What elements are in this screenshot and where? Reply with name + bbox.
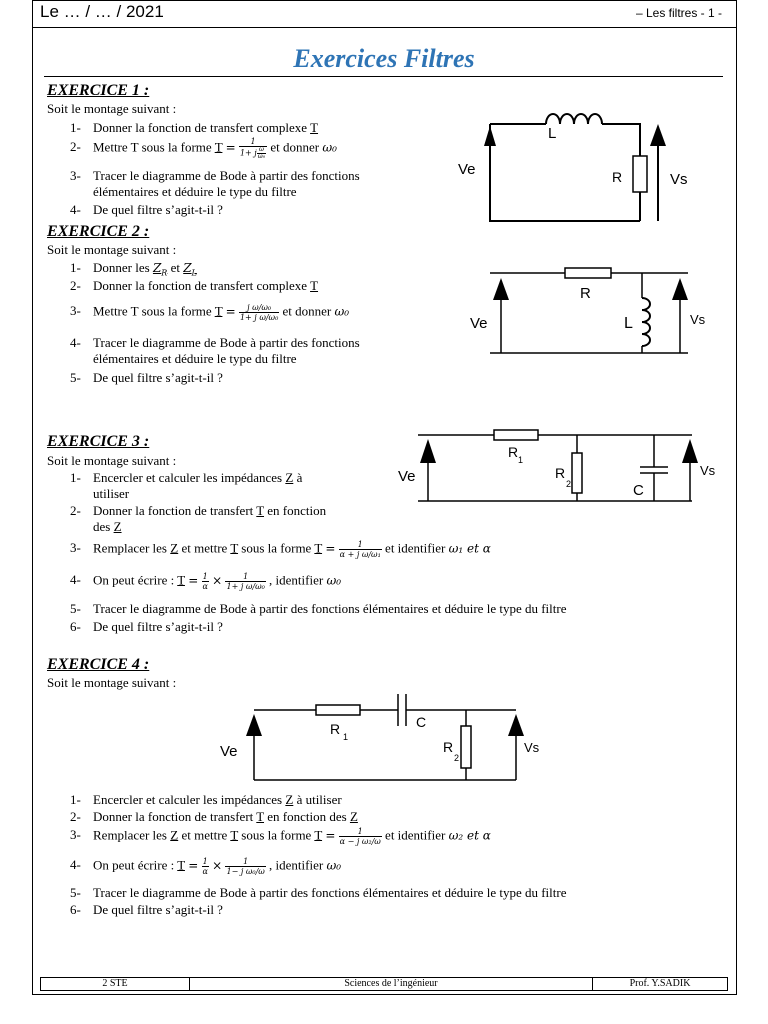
ex2-title: EXERCICE 2 : (47, 223, 150, 240)
ex3-item-2: 2- Donner la fonction de transfert T en fonction des Z (70, 503, 327, 534)
ex3-item-6: De quel filtre s’agit-t-il ? (93, 619, 223, 634)
ex3-num-5: 5- (70, 601, 92, 617)
footer-subject: Sciences de l’ingénieur (190, 978, 593, 990)
label-r2-sub: 2 (454, 753, 460, 763)
ex3-item-4: 4- On peut écrire : T = $\frac{1}{\alpha}$ × $\frac{1}{\text{1+ j ω/ω₀}}$ , identifier ω₀ (70, 572, 342, 591)
ex4-item-6: 6- De quel filtre s’agit-t-il ? (70, 902, 223, 917)
ex3-intro: Soit le montage suivant : (47, 453, 177, 468)
label-l: L (624, 315, 633, 332)
ex4-intro: Soit le montage suivant : (47, 675, 177, 690)
ex1-intro: Soit le montage suivant : (47, 101, 177, 116)
label-vs: Vs (670, 171, 688, 188)
label-ve: Ve (220, 743, 238, 760)
ex1-item-1: 1- Donner la fonction de transfert complexe T (70, 120, 319, 135)
label-r: R (580, 285, 591, 302)
ex2-rl-circuit (460, 258, 710, 368)
label-r1-sub: 1 (343, 732, 349, 742)
ex4-item-5: 5- Tracer le diagramme de Bode à partir des fonctions élémentaires et déduire le type du filtre (70, 885, 567, 900)
header-divider (32, 27, 737, 28)
footer-table (40, 977, 728, 991)
page-header-right: – Les filtres - 1 - (635, 6, 722, 20)
label-r1-sub: 1 (518, 455, 524, 465)
ex2-item-4: 4- Tracer le diagramme de Bode à partir des fonctions élémentaires et déduire le type du filtre (70, 335, 360, 366)
label-r2: R (555, 465, 566, 481)
title-divider (44, 76, 723, 77)
label-r1: R (508, 444, 519, 460)
date-header: Le … / … / 2021 (40, 2, 164, 21)
ex1-rl-circuit (440, 96, 715, 226)
ex4-item-4: 4- On peut écrire : T = $\frac{1}{\alpha}$ × $\frac{1}{\text{1− j ω₀/ω}}$ , identifier ω₀ (70, 857, 342, 876)
ex3-item-5: Tracer le diagramme de Bode à partir des fonctions élémentaires et déduire le type du filtre (93, 601, 567, 616)
ex2-intro: Soit le montage suivant : (47, 242, 177, 257)
ex3-rrc-circuit (390, 425, 720, 515)
page-title: Exercices Filtres (293, 44, 475, 73)
ex3-num-6: 6- (70, 619, 92, 635)
ex2-item-5: 5- De quel filtre s’agit-t-il ? (70, 370, 223, 385)
ex4-title: EXERCICE 4 : (47, 656, 150, 673)
footer-teacher: Prof. Y.SADIK (629, 978, 691, 989)
ex2-item-3: 3- Mettre T sous la forme T = $\frac{\text{j ω/ω₀}}{\text{1+ j ω/ω₀}}$ et donner ω₀ (70, 303, 350, 322)
ex2-item-1: 1- Donner les $Z_R$ et $Z_L$ (70, 260, 197, 278)
label-ve: Ve (458, 161, 476, 178)
ex1-item-3: 3- Tracer le diagramme de Bode à partir des fonctions élémentaires et déduire le type du filtre (70, 168, 360, 199)
ex1-title: EXERCICE 1 : (47, 82, 150, 99)
ex1-item-2: 2- Mettre T sous la forme T = 1 1+ j $\frac{\omega}{\text{ω₀}}$ et donner ω₀ (70, 137, 337, 160)
label-c: C (633, 482, 644, 499)
ex4-item-1: 1- Encercler et calculer les impédances Z à utiliser (70, 792, 342, 807)
label-vs: Vs (524, 740, 540, 755)
footer-class: 2 STE (41, 978, 190, 990)
ex3-item-1: 1- Encercler et calculer les impédances Z à utiliser (70, 470, 303, 501)
label-r2: R (443, 739, 454, 755)
ex3-item-3: 3- Remplacer les Z et mettre T sous la forme T = $\frac{1}{\text{α + j ω/ω₁}}$ et identifier ω₁ et α (70, 540, 491, 559)
label-l: L (548, 125, 557, 142)
label-ve: Ve (470, 315, 488, 332)
ex4-item-2: 2- Donner la fonction de transfert T en fonction des Z (70, 809, 358, 824)
ex4-item-3: 3- Remplacer les Z et mettre T sous la forme T = $\frac{1}{\text{α − j ω₂/ω}}$ et identifier ω₂ et α (70, 827, 491, 846)
ex4-rcr-circuit (210, 690, 550, 790)
ex3-title: EXERCICE 3 : (47, 433, 150, 450)
label-ve: Ve (398, 468, 416, 485)
label-vs: Vs (700, 463, 716, 478)
label-r: R (612, 169, 623, 185)
ex2-item-2: 2- Donner la fonction de transfert complexe T (70, 278, 319, 293)
label-r2-sub: 2 (566, 479, 572, 489)
label-vs: Vs (690, 312, 706, 327)
label-c: C (416, 714, 427, 730)
ex1-item-4: 4- De quel filtre s’agit-t-il ? (70, 202, 223, 217)
label-r1: R (330, 721, 341, 737)
